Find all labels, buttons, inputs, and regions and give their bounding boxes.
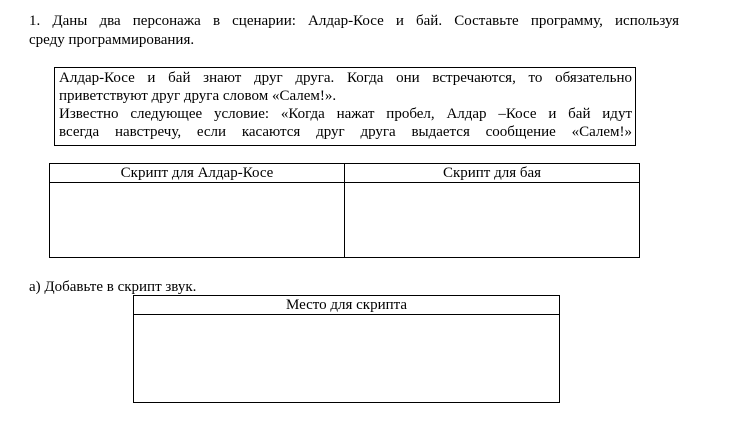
condition-p1-line-2: приветствуют друг друга словом «Салем!».: [59, 88, 337, 104]
bai-script-cell[interactable]: [345, 183, 640, 258]
sub-task-a: а) Добавьте в скрипт звук.: [29, 279, 197, 295]
condition-p2-line-2: всегда навстречу, если касаются друг друга выдается сообщение «Салем!»: [59, 124, 632, 140]
script-place-table: [133, 295, 560, 403]
condition-box: [54, 67, 636, 146]
aldar-kose-script-cell[interactable]: [50, 183, 345, 258]
aldar-kose-script-header: Скрипт для Алдар-Косе: [50, 164, 345, 183]
condition-p2-line-1: Известно следующее условие: «Когда нажат пробел, Алдар –Косе и бай идут: [59, 106, 632, 122]
condition-paragraph-1: [59, 69, 632, 105]
task-statement: [29, 12, 679, 50]
script-place-cell[interactable]: [134, 315, 560, 403]
bai-script-header: Скрипт для бая: [345, 164, 640, 183]
script-place-header: Место для скрипта: [134, 296, 560, 315]
scripts-table: [49, 163, 640, 258]
task-line-1: 1. Даны два персонажа в сценарии: Алдар-Косе и бай. Составьте программу, используя: [29, 13, 679, 29]
condition-p1-line-1: Алдар-Косе и бай знают друг друга. Когда они встречаются, то обязательно: [59, 70, 632, 86]
condition-paragraph-2: [59, 105, 632, 141]
task-line-2: среду программирования.: [29, 32, 195, 48]
